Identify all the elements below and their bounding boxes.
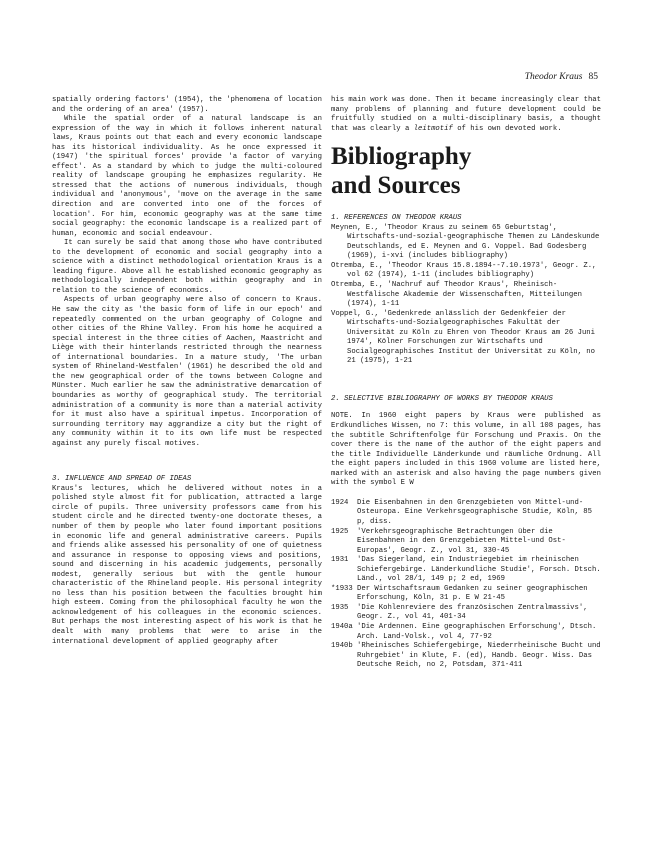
work-text: 'Rheinisches Schiefergebirge, Niederrheinische Bucht und Ruhrgebiet' in Klute, F. (ed), Handb. Geogr. Wiss. Das Deutsche Reich, no 2, Potsdam, 371-411 [357,642,601,670]
work-year: 1924 [331,498,349,507]
work-entry [331,585,601,604]
reference-entry: Otremba, E., 'Theodor Kraus 15.8.1894--7.10.1973', Geogr. Z., vol 62 (1974), 1-11 (includes bibliography) [331,261,597,280]
intro-text: his main work was done. Then it became increasingly clear that many problems of planning and future development could be fruitfully studied on a multi-disciplinary basis, a thought that was clearly a [331,96,601,133]
right-column [331,96,601,671]
works-list [331,499,601,671]
work-text: 'Das Siegerland, ein Industriegebiet im rheinischen Schiefergebirge. Länderkundliche Studie', Forsch. Dtsch. Länd., vol 28/1, 149 p; 2 ed, 1969 [357,556,601,584]
paragraph: spatially ordering factors' (1954), the 'phenomena of location and the ordering of an area' (1957). [52,96,322,114]
section-heading: 2. SELECTIVE BIBLIOGRAPHY OF WORKS BY THEODOR KRAUS [331,394,553,403]
work-entry [331,604,601,623]
running-title: Theodor Kraus [524,72,583,82]
work-year: *1933 [331,584,353,593]
title-line-2: and Sources [331,172,461,200]
section-heading: 3. INFLUENCE AND SPREAD OF IDEAS [52,475,192,484]
paragraph: While the spatial order of a natural landscape is an expression of the way in which it follows inherent natural laws, Kraus points out that each and every economic landscape has its historical individuality. As he once expressed it (1947) 'the spiritual forces' provide 'a factor of varying effect'. As a standard by which to judge the multi-coloured reality of landscape grouping he emphasizes regularity. He stressed that the actions of numerous individuals, though individual and 'anonymous', 'move on the average in the same direction and are converted into one of the forces of location'. For him, economic geography was at the same time social geography: the economic landscape is a realized part of human, economic and social endeavour. [52,115,322,238]
note-paragraph: NOTE. In 1960 eight papers by Kraus were published as Erdkundliches Wissen, no 7: this volume, in all 108 pages, has the subtitle Schriftenfolge für Forschung und Praxis. On the cover there is the name of the author of the eight papers and the title Individuelle Länderkunde und räumliche Ordnung. All the eight papers included in this 1960 volume are listed here, marked with an asterisk and also having the page numbers given with the symbol E W [331,412,601,488]
work-text: Die Eisenbahnen in den Grenzgebieten von Mittel-und-Osteuropa. Eine Verkehrsgeographische Studie, Köln, 85 p, diss. [357,498,592,526]
section-heading: 1. REFERENCES ON THEODOR KRAUS [331,214,462,223]
work-year: 1940b [331,642,353,651]
running-header [525,72,598,82]
work-entry [331,642,601,671]
work-year: 1935 [331,603,349,612]
left-column [52,96,322,647]
work-entry [331,528,601,557]
work-year: 1931 [331,556,349,565]
reference-entry: Meynen, E., 'Theodor Kraus zu seinem 65 Geburtstag', Wirtschafts-und-sozial-geographische Themen zu Ländeskunde Deutschlands, ed E. Meynen and G. Voppel. Bad Godesberg (1969), i-xvi (includes bibliography) [331,223,600,261]
reference-entry: Otremba, E., 'Nachruf auf Theodor Kraus', Rheinisch-Westfälische Akademie der Wissenschaften, Mitteilungen (1974), 1-11 [331,281,582,309]
paragraph: Aspects of urban geography were also of concern to Kraus. He saw the city as 'the basic form of life in our epoch' and repeatedly commented on the urban geography of Cologne and other cities of the Rhine Valley. From his home he acquired a special interest in the three cities of Aachen, Maastricht and Liège with their hinterlands restricted through the nearness of international boundaries. In a mature study, 'The urban system of Rhineland-Westfalen' (1961) he described the old and the new geographical order of the towns between Cologne and Münster. Much earlier he saw the administrative demarcation of boundaries as worthy of geographical study. The territorial administration of a community is more than a material activity for it must also have a spiritual impetus. Incorporation of surrounding territory may aggrandize a city but the right of any community within it to its own life must be respected against any purely fiscal motives. [52,296,322,448]
intro-end: of his own devoted work. [452,124,562,133]
title-line-1: Bibliography [331,143,472,171]
intro-italic: leitmotif [413,124,453,133]
work-year: 1940a [331,622,353,631]
work-entry [331,623,601,642]
paragraph [331,96,601,134]
work-text: 'Verkehrsgeographische Betrachtungen über die Eisenbahnen in den Grenzgebieten Mittel-und Ost-Europas', Geogr. Z., vol 31, 330-45 [357,527,566,555]
paragraph: It can surely be said that among those who have contributed to the development of economic and social geography into a science with a distinct methodological orientation Kraus is a leading figure. Above all he established economic geography as methodologically independent both within geography and in relation to the science of economics. [52,239,322,295]
work-text: Der Wirtschaftsraum Gedanken zu seiner geographischen Erforschung, Köln, 31 p. E W 21-45 [357,584,588,603]
work-entry [331,499,601,528]
work-entry [331,556,601,585]
work-text: 'Die Ardennen. Eine geographischen Erforschung', Dtsch. Arch. Land-Volsk., vol 4, 77-92 [357,622,597,641]
page-number: 85 [588,72,598,82]
reference-entry: Voppel, G., 'Gedenkrede anlässlich der Gedenkfeier der Wirtschafts-und-Sozialgeographisches Fakultät der Universität zu Köln zu Ehren von Theodor Kraus am 26 Juni 1974', Kölner Forschungen zur Wirtschafts und Socialgeographisches Institut der Universität zu Köln, no 21 (1975), 1-21 [331,309,595,366]
bibliography-title [331,142,601,200]
paragraph: Kraus's lectures, which he delivered without notes in a polished style almost fit for publication, attracted a large circle of pupils. Three university professors came from his student circle and he directed twenty-one doctorate theses, a number of them by people who later found important positions in economic life and general administrative careers. Pupils and friends alike assessed his personality of one of quietness and assurance in response to opposing views and positions, sound and discerning in his academic judgements, personally modest, generally serious but with the gentle humour characteristic of the Rhineland people. His personal integrity no less than his position between the faculties brought him high esteem. Coming from the philosophical faculty he won the acknowledgement of his colleagues in the economic sciences. But perhaps the most interesting aspect of his work is that he dealt with many problems that were to arise in the international development of applied geography after [52,484,322,646]
work-year: 1925 [331,527,349,536]
work-text: 'Die Kohlenreviere des französischen Zentralmassivs', Geogr. Z., vol 41, 401-34 [357,603,588,622]
